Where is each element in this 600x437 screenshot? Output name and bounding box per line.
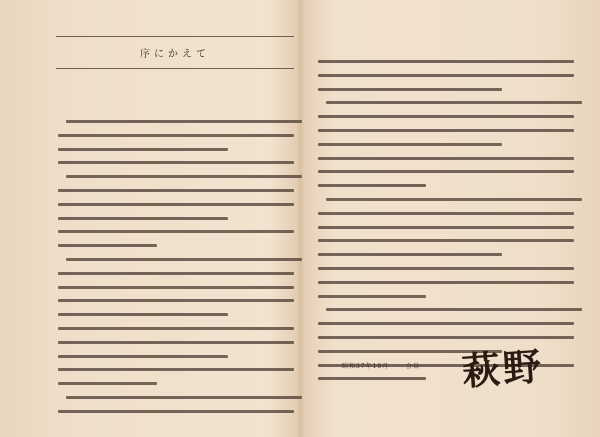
- text-line: [318, 170, 574, 173]
- text-line: [58, 299, 294, 302]
- text-line: [318, 253, 502, 256]
- text-line: [318, 295, 426, 298]
- page-title: 序にかえて: [56, 36, 294, 69]
- text-line: [58, 244, 157, 247]
- text-line: [58, 382, 157, 385]
- publication-date: 昭和37年10月: [342, 363, 390, 370]
- handwritten-signature: 萩野: [460, 343, 546, 394]
- text-line: [318, 239, 574, 242]
- text-line: [58, 161, 294, 164]
- text-line: [318, 212, 574, 215]
- text-line: [318, 336, 574, 339]
- text-line: [58, 327, 294, 330]
- text-line: [58, 313, 228, 316]
- text-line: [318, 115, 574, 118]
- text-line: [318, 281, 574, 284]
- text-line: [58, 230, 294, 233]
- text-line: [58, 368, 294, 371]
- text-line: [318, 226, 574, 229]
- text-line: [58, 272, 294, 275]
- left-page-text-block: [58, 120, 294, 424]
- text-line: [66, 175, 302, 178]
- text-line: [318, 74, 574, 77]
- text-line: [66, 120, 302, 123]
- text-line: [58, 134, 294, 137]
- text-line: [58, 189, 294, 192]
- text-line: [58, 355, 228, 358]
- text-line: [58, 341, 294, 344]
- right-page-text-block: [318, 60, 574, 394]
- text-line: [58, 148, 228, 151]
- text-line: [66, 396, 302, 399]
- left-page: [0, 0, 298, 437]
- text-line: [318, 157, 574, 160]
- text-line: [326, 101, 582, 104]
- text-line: [318, 88, 502, 91]
- text-line: [318, 322, 574, 325]
- text-line: [318, 377, 426, 380]
- text-line: [318, 60, 574, 63]
- author-role: 会長: [406, 363, 421, 370]
- text-line: [66, 258, 302, 261]
- text-line: [318, 143, 502, 146]
- text-line: [318, 129, 574, 132]
- text-line: [58, 217, 228, 220]
- text-line: [318, 184, 426, 187]
- text-line: [318, 267, 574, 270]
- text-line: [58, 286, 294, 289]
- text-line: [58, 410, 294, 413]
- text-line: [58, 203, 294, 206]
- right-page: [302, 0, 600, 437]
- text-line: [326, 198, 582, 201]
- text-line: [326, 308, 582, 311]
